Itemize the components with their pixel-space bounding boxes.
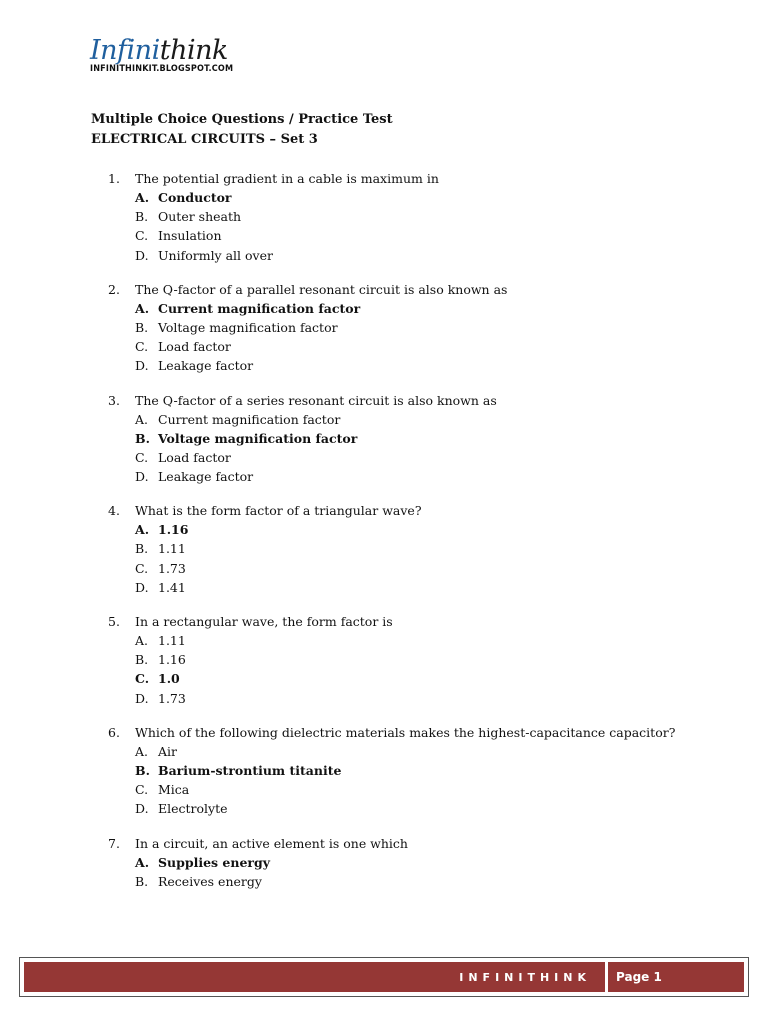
answer-option [135, 246, 748, 265]
answer-option [135, 467, 748, 486]
page-footer [19, 957, 749, 997]
question-text-row [108, 501, 748, 520]
option-text: Receives energy [158, 873, 262, 889]
answer-option-correct [135, 853, 748, 872]
option-letter: C. [135, 782, 149, 798]
answer-option-correct [135, 761, 748, 780]
answer-option [135, 631, 748, 650]
answer-option [135, 356, 748, 375]
answer-option [135, 578, 748, 597]
option-text: Outer sheath [158, 209, 242, 225]
answer-option-correct [135, 429, 748, 448]
question-number: 4. [108, 503, 120, 519]
question-7 [108, 834, 748, 891]
footer-brand: INFINITHINK [459, 970, 591, 984]
question-text: The potential gradient in a cable is maximum in [135, 171, 439, 186]
option-letter: C. [135, 671, 150, 687]
option-text: 1.16 [158, 652, 186, 668]
option-letter: A. [135, 854, 150, 870]
question-2 [108, 280, 748, 376]
option-text: Leakage factor [158, 358, 254, 374]
option-text: 1.0 [158, 671, 180, 687]
option-letter: A. [135, 522, 150, 538]
question-text: In a rectangular wave, the form factor is [135, 614, 393, 629]
answer-option-correct [135, 520, 748, 539]
option-text: 1.73 [158, 690, 186, 706]
option-letter: B. [135, 762, 150, 778]
option-text: Load factor [158, 339, 231, 355]
question-number: 5. [108, 614, 120, 629]
answer-option [135, 318, 748, 337]
option-letter: D. [135, 690, 149, 706]
option-letter: D. [135, 247, 149, 263]
option-letter: A. [135, 633, 149, 648]
logo-part-2: think [159, 35, 228, 66]
option-text: Current magnification factor [158, 411, 341, 427]
option-letter: D. [135, 469, 149, 485]
question-list [108, 169, 748, 906]
question-text: Which of the following dielectric materials makes the highest-capacitance capacitor? [135, 724, 676, 740]
question-1 [108, 169, 748, 265]
question-text: What is the form factor of a triangular wave? [135, 503, 422, 519]
option-text: 1.11 [158, 633, 186, 648]
option-text: Barium-strontium titanite [158, 762, 342, 778]
option-letter: C. [135, 228, 149, 244]
question-text-row [108, 834, 748, 853]
answer-option [135, 559, 748, 578]
option-text: 1.11 [158, 541, 186, 557]
heading-line-1: Multiple Choice Questions / Practice Test [91, 112, 393, 127]
option-text: 1.16 [158, 522, 189, 538]
option-letter: B. [135, 541, 149, 557]
question-5 [108, 612, 748, 708]
question-text-row [108, 612, 748, 631]
answer-option [135, 207, 748, 226]
question-number: 7. [108, 835, 120, 851]
option-letter: B. [135, 652, 149, 668]
option-text: Electrolyte [158, 801, 228, 817]
footer-bar [24, 962, 744, 992]
option-letter: D. [135, 801, 149, 817]
option-letter: A. [135, 411, 149, 427]
answer-option [135, 410, 748, 429]
answer-option [135, 689, 748, 708]
option-letter: B. [135, 209, 149, 225]
question-number: 2. [108, 281, 120, 297]
option-text: Uniformly all over [158, 247, 273, 263]
option-letter: D. [135, 358, 149, 374]
question-text-row [108, 280, 748, 299]
option-text: Load factor [158, 449, 231, 465]
question-6 [108, 723, 748, 819]
question-number: 1. [108, 171, 120, 186]
answer-option-correct [135, 669, 748, 688]
option-letter: C. [135, 560, 149, 576]
question-4 [108, 501, 748, 597]
question-number: 6. [108, 724, 120, 740]
option-letter: B. [135, 873, 149, 889]
option-letter: C. [135, 449, 149, 465]
answer-option [135, 226, 748, 245]
option-letter: A. [135, 190, 150, 205]
question-text: The Q-factor of a series resonant circuit is also known as [135, 392, 497, 408]
option-text: Leakage factor [158, 469, 254, 485]
option-text: Voltage magnification factor [158, 319, 338, 335]
question-text: In a circuit, an active element is one which [135, 835, 408, 851]
answer-option [135, 742, 748, 761]
answer-option [135, 799, 748, 818]
option-text: Supplies energy [158, 854, 271, 870]
option-text: 1.73 [158, 560, 186, 576]
option-text: Current magnification factor [158, 300, 361, 316]
option-text: Voltage magnification factor [158, 430, 358, 446]
answer-option [135, 539, 748, 558]
answer-option [135, 780, 748, 799]
option-letter: A. [135, 300, 150, 316]
page-number: Page 1 [616, 970, 662, 984]
option-letter: D. [135, 579, 149, 595]
question-text: The Q-factor of a parallel resonant circuit is also known as [135, 281, 508, 297]
option-letter: A. [135, 743, 149, 759]
answer-option [135, 872, 748, 891]
question-3 [108, 391, 748, 487]
option-text: Insulation [158, 228, 222, 244]
option-letter: B. [135, 430, 150, 446]
answer-option-correct [135, 299, 748, 318]
option-letter: B. [135, 319, 149, 335]
question-text-row [108, 169, 748, 188]
question-text-row [108, 391, 748, 410]
answer-option [135, 650, 748, 669]
option-text: Air [158, 743, 178, 759]
heading-line-2: ELECTRICAL CIRCUITS – Set 3 [91, 132, 318, 147]
logo-wordmark [90, 36, 233, 66]
question-text-row [108, 723, 748, 742]
logo [90, 36, 233, 74]
page-heading [91, 110, 393, 150]
option-text: Conductor [158, 190, 232, 205]
question-number: 3. [108, 392, 120, 408]
answer-option [135, 448, 748, 467]
answer-option-correct [135, 188, 748, 207]
option-text: Mica [158, 782, 190, 798]
logo-url: INFINITHINKIT.BLOGSPOT.COM [90, 64, 234, 74]
answer-option [135, 337, 748, 356]
option-letter: C. [135, 339, 149, 355]
option-text: 1.41 [158, 579, 186, 595]
logo-part-1: Infini [90, 35, 160, 66]
